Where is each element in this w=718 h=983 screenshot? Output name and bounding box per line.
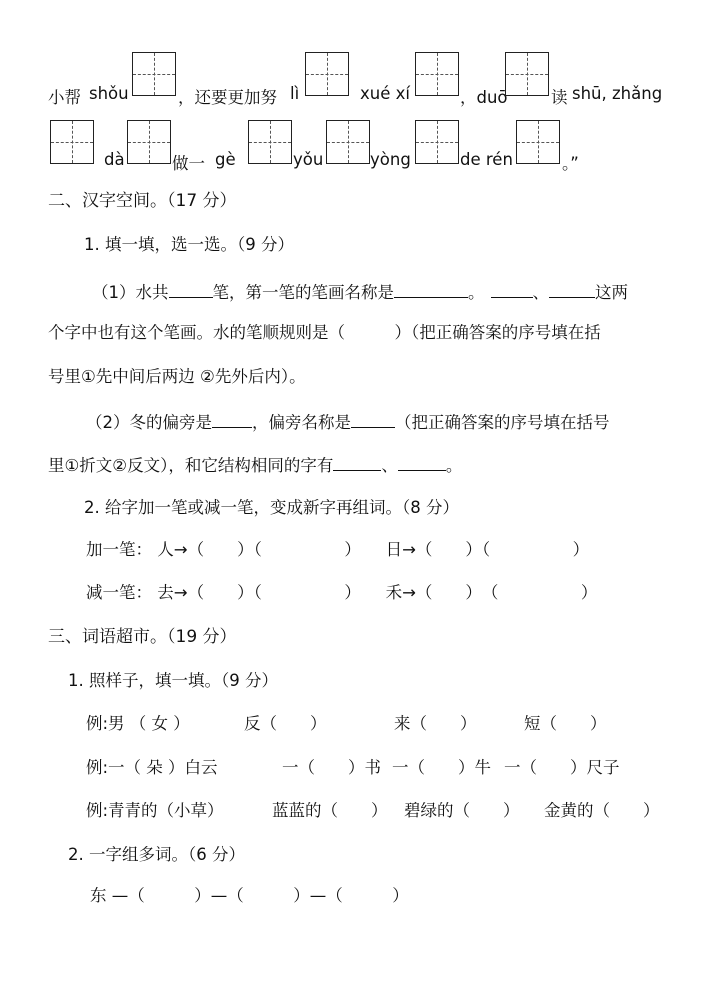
question-title: 1. 照样子，填一填。（9 分） — [68, 671, 278, 690]
adjective-item: 碧绿的（ ） — [404, 801, 520, 820]
pinyin-text: ，还要更加努 — [178, 88, 277, 107]
question-text: 、 — [381, 456, 398, 475]
pinyin-text: shū, zhǎng — [572, 84, 663, 103]
question-text: 、 — [532, 283, 549, 302]
antonym-item: 来（ ） — [394, 714, 477, 733]
question-title: 2. 一字组多词。（6 分） — [68, 845, 245, 864]
example-text: 例:一（ 朵 ）白云 — [86, 758, 218, 777]
example-text: 例:男 （ 女 ） — [86, 714, 190, 733]
writing-grid-box[interactable] — [326, 120, 370, 164]
writing-grid-box[interactable] — [50, 120, 94, 164]
measure-word-item: 一（ ）尺子 — [504, 758, 620, 777]
adjective-item: 蓝蓝的（ ） — [272, 801, 388, 820]
question-text: ，偏旁名称是 — [252, 413, 351, 432]
question-title: 1. 填一填，选一选。（9 分） — [84, 235, 294, 254]
pinyin-text: shǒu — [89, 84, 129, 103]
question-text: 。 — [468, 283, 485, 302]
writing-grid-box[interactable] — [127, 120, 171, 164]
question-text: 。 — [445, 456, 463, 475]
word-group-row: 东 —（ ）—（ ）—（ ） — [90, 886, 409, 905]
question-line: 号里①先中间后两边 ②先外后内）。 — [48, 367, 306, 386]
add-stroke-row: 加一笔： 人→（ ）（ ） 日→（ ）（ ） — [86, 540, 590, 559]
writing-grid-box[interactable] — [248, 120, 292, 164]
antonym-item: 短（ ） — [524, 714, 607, 733]
writing-grid-box[interactable] — [505, 52, 549, 96]
measure-word-item: 一（ ）牛 — [392, 758, 491, 777]
pinyin-text: dà — [104, 150, 125, 169]
pinyin-text: 做一 — [172, 154, 205, 173]
answer-blank[interactable] — [394, 280, 468, 298]
question-text: （1）水共 — [92, 283, 169, 302]
answer-blank[interactable] — [351, 410, 395, 428]
writing-grid-box[interactable] — [132, 52, 176, 96]
pinyin-text: 读 — [551, 88, 568, 107]
answer-blank[interactable] — [398, 453, 446, 471]
example-text: 例:青青的（小草） — [86, 801, 224, 820]
writing-grid-box[interactable] — [415, 52, 459, 96]
antonym-item: 反（ ） — [244, 714, 327, 733]
pinyin-text: yǒu — [293, 150, 324, 169]
pinyin-text: 。” — [562, 154, 579, 173]
question-text: 这两 — [595, 283, 628, 302]
section-heading: 三、词语超市。（19 分） — [48, 627, 237, 647]
question-text: 里①折文②反文），和它结构相同的字有 — [48, 456, 334, 475]
pinyin-text: xué xí — [360, 84, 410, 103]
adjective-item: 金黄的（ ） — [544, 801, 660, 820]
question-line: 个字中也有这个笔画。水的笔顺规则是（ ）（把正确答案的序号填在括 — [48, 323, 601, 342]
question-line — [92, 280, 628, 304]
question-title: 2. 给字加一笔或减一笔，变成新字再组词。（8 分） — [84, 498, 459, 517]
pinyin-text: 小帮 — [48, 88, 81, 107]
answer-blank[interactable] — [491, 280, 533, 298]
writing-grid-box[interactable] — [415, 120, 459, 164]
answer-blank[interactable] — [169, 280, 213, 298]
section-heading: 二、汉字空间。（17 分） — [48, 191, 237, 211]
question-text: 笔，第一笔的笔画名称是 — [212, 283, 394, 302]
question-text: （2）冬的偏旁是 — [86, 413, 212, 432]
answer-blank[interactable] — [212, 410, 252, 428]
question-text: （把正确答案的序号填在括号 — [395, 413, 610, 432]
writing-grid-box[interactable] — [516, 120, 560, 164]
answer-blank[interactable] — [549, 280, 595, 298]
pinyin-text: lì — [290, 84, 300, 103]
question-line — [48, 453, 462, 477]
pinyin-text: ，duō — [460, 88, 508, 107]
pinyin-text: de rén — [460, 150, 513, 169]
pinyin-text: gè — [215, 150, 236, 169]
remove-stroke-row: 减一笔： 去→（ ）（ ） 禾→（ ） （ ） — [86, 583, 598, 602]
answer-blank[interactable] — [333, 453, 381, 471]
measure-word-item: 一（ ）书 — [282, 758, 381, 777]
writing-grid-box[interactable] — [305, 52, 349, 96]
pinyin-text: yòng — [370, 150, 411, 169]
question-line — [86, 410, 610, 434]
